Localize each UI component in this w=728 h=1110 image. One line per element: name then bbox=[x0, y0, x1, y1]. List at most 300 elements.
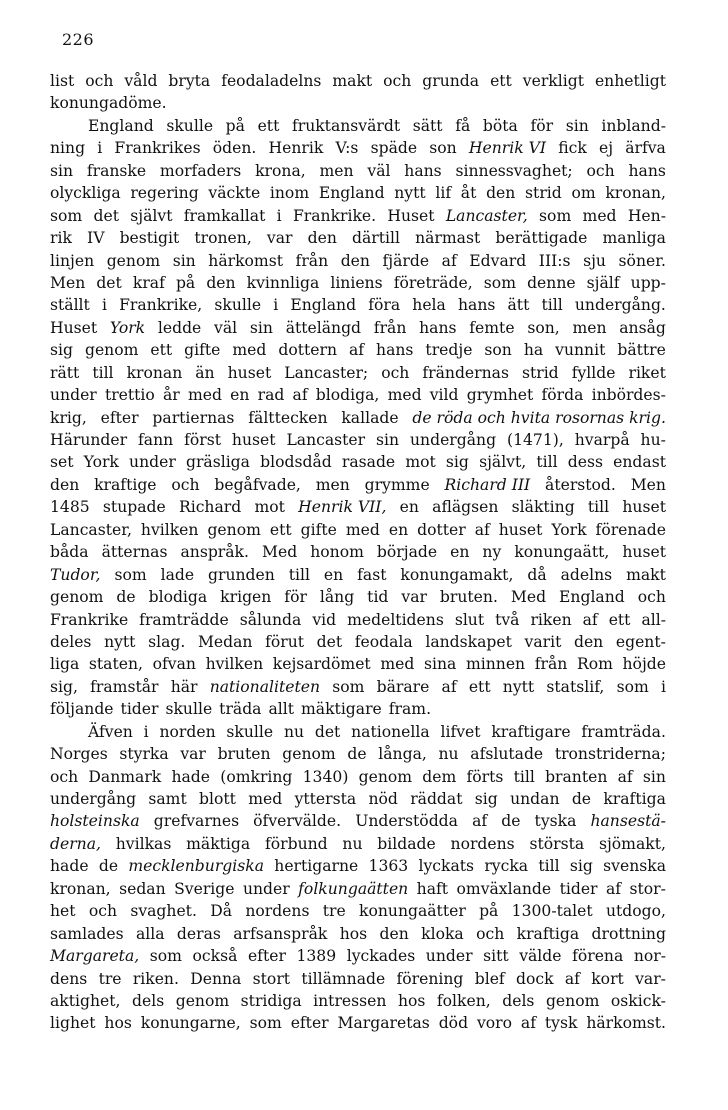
word: gifte bbox=[184, 341, 221, 360]
word: hans bbox=[628, 161, 666, 180]
word: begåfvade, bbox=[214, 475, 301, 494]
word: under bbox=[50, 386, 97, 405]
word: gräsliga bbox=[185, 453, 250, 472]
word: självt bbox=[130, 206, 173, 225]
word: ett bbox=[150, 341, 173, 360]
word: adelns bbox=[560, 565, 613, 584]
word: närmast bbox=[415, 229, 481, 248]
word: V:s bbox=[335, 139, 359, 158]
word: olyckliga bbox=[50, 184, 121, 203]
word: lyckades bbox=[346, 947, 416, 966]
text-line bbox=[50, 586, 666, 608]
word: skulle bbox=[166, 116, 214, 135]
word: därtill bbox=[352, 229, 400, 248]
word: Medan bbox=[197, 632, 253, 651]
word: list bbox=[50, 72, 75, 90]
word: på bbox=[479, 902, 499, 921]
word: tider bbox=[559, 879, 598, 898]
word: omväxlande bbox=[456, 879, 552, 898]
word: landskapet bbox=[425, 632, 512, 651]
word: ett bbox=[608, 610, 631, 629]
word: norden bbox=[159, 722, 216, 741]
word: genom bbox=[84, 341, 139, 360]
word: fram. bbox=[388, 700, 432, 719]
word: härkomst bbox=[208, 251, 283, 270]
word: trettio bbox=[104, 386, 155, 405]
word: set bbox=[50, 453, 74, 472]
word: regering bbox=[130, 184, 199, 203]
word: efter bbox=[247, 947, 286, 966]
word: varit bbox=[524, 632, 562, 651]
word: Lancaster; bbox=[284, 363, 369, 382]
word: det bbox=[93, 206, 119, 225]
word: mot bbox=[254, 498, 285, 517]
word: framträda. bbox=[581, 722, 666, 741]
word: ätternas bbox=[101, 543, 168, 562]
word: sig bbox=[50, 341, 73, 360]
word: tysk bbox=[544, 1014, 578, 1033]
word: grefvarnes bbox=[153, 812, 240, 831]
word: hans bbox=[376, 341, 414, 360]
word: sju bbox=[583, 251, 606, 270]
word: ättelängd bbox=[285, 318, 362, 337]
word: i bbox=[143, 722, 149, 741]
word: deles bbox=[50, 632, 92, 651]
word: hans bbox=[419, 318, 457, 337]
word: ett bbox=[468, 677, 491, 696]
word: intressen bbox=[313, 991, 387, 1010]
text-line bbox=[50, 227, 666, 249]
italic-word: de röda och hvita rosornas krig. bbox=[412, 408, 666, 427]
word: fruktansvärdt bbox=[291, 116, 401, 135]
word: var bbox=[180, 745, 206, 764]
word: hu- bbox=[640, 431, 666, 449]
word: hos bbox=[397, 991, 426, 1010]
word: endast bbox=[613, 453, 666, 472]
word: son bbox=[429, 139, 457, 158]
word: sitt bbox=[483, 947, 509, 966]
word: det bbox=[96, 273, 122, 292]
text-line bbox=[50, 676, 666, 698]
word: ledde bbox=[157, 318, 202, 337]
word: fann bbox=[138, 431, 174, 449]
text-line bbox=[50, 564, 666, 586]
word: var- bbox=[635, 969, 666, 988]
word: bärare bbox=[376, 677, 430, 696]
word: konungaätter bbox=[359, 902, 466, 921]
word: vid bbox=[312, 610, 337, 629]
word: men bbox=[319, 161, 354, 180]
word: slag. bbox=[148, 632, 186, 651]
word: III:s bbox=[538, 251, 571, 270]
word: fick bbox=[558, 139, 587, 158]
word: af bbox=[292, 386, 308, 405]
word: förda bbox=[541, 386, 584, 405]
word: då bbox=[527, 565, 547, 584]
word: framkallat bbox=[183, 206, 266, 225]
word: ställt bbox=[50, 296, 90, 315]
word: liniens bbox=[330, 273, 383, 292]
word: förena bbox=[572, 947, 624, 966]
word: och bbox=[586, 161, 615, 180]
word: Henrik bbox=[268, 139, 324, 158]
word: ofvan bbox=[152, 655, 196, 674]
word: Hen- bbox=[627, 206, 666, 225]
word: blodiga bbox=[148, 588, 208, 607]
word: öden. bbox=[212, 139, 257, 158]
word: en bbox=[450, 543, 470, 562]
word: konungadöme. bbox=[50, 94, 167, 113]
word: kronan bbox=[126, 363, 183, 382]
word: genom bbox=[50, 588, 104, 607]
word: ansåg bbox=[619, 318, 666, 337]
word: i bbox=[97, 139, 103, 158]
word: kort bbox=[591, 969, 624, 988]
word: stort bbox=[252, 969, 291, 988]
text-line bbox=[50, 339, 666, 361]
word: de bbox=[116, 588, 136, 607]
word: Sverige bbox=[174, 879, 235, 898]
word: för bbox=[530, 116, 554, 135]
word: slut bbox=[454, 610, 485, 629]
italic-word: Margareta, bbox=[50, 947, 140, 966]
word: och bbox=[383, 72, 412, 90]
word: all- bbox=[641, 610, 666, 629]
text-line bbox=[50, 362, 666, 384]
word: själf bbox=[586, 273, 620, 292]
word: dens bbox=[50, 969, 88, 988]
word: först bbox=[184, 431, 221, 449]
text-line bbox=[50, 968, 666, 990]
text-line bbox=[50, 1012, 666, 1034]
word: riken. bbox=[132, 969, 179, 988]
word: nor- bbox=[633, 947, 666, 966]
word: Med bbox=[510, 588, 547, 607]
word: enhetligt bbox=[594, 72, 666, 90]
word: vild bbox=[429, 386, 459, 405]
word: förening bbox=[396, 969, 464, 988]
word: till bbox=[541, 296, 563, 315]
italic-word: derna, bbox=[50, 834, 101, 853]
text-line bbox=[50, 474, 666, 496]
italic-word: Henrik VII, bbox=[298, 498, 387, 517]
word: af bbox=[348, 341, 365, 360]
word: hans bbox=[404, 161, 442, 180]
word: hade bbox=[171, 767, 211, 786]
word: ärfva bbox=[625, 139, 666, 158]
word: Lancaster, bbox=[50, 520, 132, 539]
word: het bbox=[50, 902, 76, 921]
word: till bbox=[587, 498, 610, 517]
word: rad bbox=[257, 386, 285, 405]
word: bestigit bbox=[119, 229, 180, 248]
text-line bbox=[50, 182, 666, 204]
word: i bbox=[101, 296, 107, 315]
word: hertigarne bbox=[274, 857, 359, 876]
text-line bbox=[50, 810, 666, 832]
word: Danmark bbox=[88, 767, 162, 786]
word: krigen bbox=[220, 588, 272, 607]
word: undan bbox=[510, 790, 560, 808]
word: här bbox=[170, 677, 198, 696]
word: samt bbox=[148, 790, 187, 808]
word: deras bbox=[176, 924, 221, 943]
word: dock bbox=[516, 969, 554, 988]
text-line bbox=[50, 496, 666, 518]
italic-word: York bbox=[109, 318, 146, 337]
word: af bbox=[472, 812, 488, 831]
word: inbördes- bbox=[591, 386, 666, 405]
word: tillämnade bbox=[301, 969, 386, 988]
word: sin bbox=[376, 431, 400, 449]
word: konungaätt, bbox=[514, 543, 610, 562]
word: få bbox=[455, 116, 471, 135]
word: kallade bbox=[341, 408, 399, 427]
word: räddat bbox=[410, 790, 463, 808]
text-line bbox=[50, 317, 666, 339]
word: statslif, bbox=[546, 677, 605, 696]
text-line bbox=[50, 519, 666, 541]
word: sin bbox=[50, 161, 74, 180]
word: ett bbox=[257, 116, 280, 135]
word: lighet bbox=[50, 1014, 96, 1033]
word: härkomst. bbox=[586, 1014, 666, 1033]
word: de bbox=[571, 790, 592, 808]
word: inom bbox=[269, 184, 310, 203]
word: kronan, bbox=[50, 879, 111, 898]
word: sedan bbox=[119, 879, 166, 898]
word: hvilken bbox=[205, 655, 264, 674]
word: genom bbox=[175, 991, 230, 1010]
word: också bbox=[192, 947, 238, 966]
word: nu bbox=[283, 722, 305, 741]
word: Denna bbox=[190, 969, 242, 988]
word: rycka bbox=[484, 857, 529, 876]
word: stridiga bbox=[240, 991, 302, 1010]
word: väl bbox=[214, 318, 238, 337]
word: bryta bbox=[168, 72, 211, 90]
word: 1363 bbox=[368, 857, 409, 876]
word: mäktigare bbox=[301, 700, 382, 719]
word: följande bbox=[50, 700, 114, 719]
word: söner. bbox=[618, 251, 666, 270]
word: England bbox=[290, 296, 357, 315]
text-line bbox=[50, 766, 666, 788]
word: och bbox=[85, 72, 114, 90]
word: sjömakt, bbox=[598, 834, 666, 853]
word: genom bbox=[207, 520, 261, 539]
text-line bbox=[50, 788, 666, 810]
word: samlades bbox=[50, 924, 124, 943]
word: med bbox=[380, 655, 415, 674]
word: med bbox=[345, 520, 380, 539]
word: fyllde bbox=[571, 363, 616, 382]
word: sig, bbox=[50, 677, 78, 696]
word: hans bbox=[457, 296, 496, 315]
word: och bbox=[171, 475, 200, 494]
text-line bbox=[50, 250, 666, 272]
word: var bbox=[266, 229, 293, 248]
word: Men bbox=[630, 475, 666, 494]
word: under bbox=[425, 947, 473, 966]
word: väl bbox=[367, 161, 391, 180]
italic-word: Lancaster, bbox=[445, 206, 528, 225]
word: åt bbox=[460, 184, 477, 203]
word: med bbox=[187, 386, 222, 405]
word: en bbox=[388, 520, 409, 539]
word: kronan, bbox=[605, 184, 666, 203]
word: England bbox=[559, 588, 625, 607]
word: sin bbox=[249, 318, 273, 337]
word: IV bbox=[87, 229, 105, 248]
word: aktighet, bbox=[50, 991, 121, 1010]
word: en bbox=[230, 386, 250, 405]
word: Understödda bbox=[355, 812, 458, 831]
word: två bbox=[495, 610, 520, 629]
text-line bbox=[50, 272, 666, 294]
word: ning bbox=[50, 139, 86, 158]
word: riken bbox=[530, 610, 572, 629]
word: kraf bbox=[132, 273, 165, 292]
italic-word: Tudor, bbox=[50, 565, 101, 584]
text-line bbox=[50, 990, 666, 1012]
word: på bbox=[225, 116, 245, 135]
text-line bbox=[50, 205, 666, 227]
word: höjde bbox=[622, 655, 666, 674]
text-line bbox=[50, 609, 666, 631]
word: dels bbox=[132, 991, 165, 1010]
text-line bbox=[50, 855, 666, 877]
word: morfaders bbox=[159, 161, 242, 180]
word: kvinnliga bbox=[246, 273, 320, 292]
word: af bbox=[441, 677, 457, 696]
word: konungarne, bbox=[140, 1014, 241, 1033]
word: sätt bbox=[412, 116, 443, 135]
word: sin bbox=[642, 767, 666, 786]
word: späde bbox=[370, 139, 418, 158]
word: med bbox=[232, 341, 267, 360]
word: för bbox=[284, 588, 307, 607]
word: nu bbox=[438, 745, 459, 764]
word: Frankrike, bbox=[119, 296, 203, 315]
word: rasade bbox=[341, 453, 396, 472]
word: York bbox=[83, 453, 119, 472]
word: lif bbox=[435, 184, 452, 203]
word: det bbox=[314, 722, 341, 741]
word: välde bbox=[519, 947, 562, 966]
word: än bbox=[195, 363, 215, 382]
word: framträdde bbox=[139, 610, 229, 629]
word: af bbox=[582, 610, 598, 629]
word: liga bbox=[50, 655, 80, 674]
word: alla bbox=[135, 924, 165, 943]
word: genom bbox=[106, 251, 161, 270]
word: kraftiga bbox=[516, 924, 580, 943]
word: skulle bbox=[214, 296, 262, 315]
word: svaghet. bbox=[130, 902, 197, 921]
word: den bbox=[307, 229, 337, 248]
word: kejsardömet bbox=[272, 655, 371, 674]
word: inbland- bbox=[601, 116, 666, 135]
word: som bbox=[332, 677, 365, 696]
word: grunden bbox=[208, 565, 275, 584]
word: lade bbox=[160, 565, 195, 584]
word: honom bbox=[310, 543, 364, 562]
word: yttersta bbox=[294, 790, 357, 808]
word: Norges bbox=[50, 745, 108, 764]
word: oskick- bbox=[610, 991, 666, 1010]
word: det bbox=[316, 632, 343, 651]
word: undergång. bbox=[574, 296, 666, 315]
word: hos bbox=[339, 924, 368, 943]
word: 1340) bbox=[302, 767, 349, 786]
word: Margaretas bbox=[337, 1014, 430, 1033]
word: nu bbox=[342, 834, 363, 853]
word: föra bbox=[368, 296, 401, 315]
word: företräde, bbox=[393, 273, 473, 292]
word: ätt bbox=[507, 296, 530, 315]
text-line bbox=[50, 945, 666, 967]
word: feodala bbox=[354, 632, 413, 651]
word: som bbox=[249, 1014, 282, 1033]
word: blodiga, bbox=[315, 386, 380, 405]
word: tronen, bbox=[194, 229, 252, 248]
word: riket bbox=[628, 363, 666, 382]
word: den bbox=[50, 475, 80, 494]
word: självt, bbox=[479, 453, 527, 472]
text-line bbox=[50, 429, 666, 451]
body-text bbox=[50, 70, 666, 1035]
word: en bbox=[399, 498, 419, 517]
word: krona, bbox=[255, 161, 306, 180]
text-line bbox=[50, 653, 666, 675]
word: de bbox=[501, 812, 521, 831]
word: grymhet bbox=[466, 386, 534, 405]
word: son bbox=[484, 341, 512, 360]
word: blott bbox=[199, 790, 236, 808]
word: de bbox=[347, 745, 367, 764]
word: tyska bbox=[534, 812, 577, 831]
word: blodsdåd bbox=[260, 453, 332, 472]
word: långa, bbox=[378, 745, 427, 764]
word: kraftiga bbox=[603, 790, 666, 808]
word: efter bbox=[100, 408, 139, 427]
word: makt bbox=[626, 565, 666, 584]
word: och bbox=[476, 924, 505, 943]
word: Äfven bbox=[88, 722, 133, 741]
word: Frankrike bbox=[50, 610, 129, 629]
word: ej bbox=[598, 139, 614, 158]
word: stor- bbox=[629, 879, 666, 898]
italic-word: hansestä- bbox=[590, 812, 666, 831]
word: i bbox=[276, 206, 282, 225]
word: huset bbox=[231, 431, 276, 449]
word: ett bbox=[269, 520, 292, 539]
word: och bbox=[50, 767, 79, 786]
word: medeltidens bbox=[347, 610, 444, 629]
word: fjärde bbox=[382, 251, 430, 270]
italic-word: mecklenburgiska bbox=[128, 857, 264, 876]
word: båda bbox=[50, 543, 89, 562]
word: sålunda bbox=[239, 610, 302, 629]
word: gifte bbox=[300, 520, 337, 539]
word: släkting bbox=[511, 498, 575, 517]
word: till bbox=[513, 767, 535, 786]
word: nordens bbox=[245, 902, 310, 921]
word: branten bbox=[545, 767, 608, 786]
word: förenade bbox=[595, 520, 666, 539]
word: (omkring bbox=[220, 767, 293, 786]
